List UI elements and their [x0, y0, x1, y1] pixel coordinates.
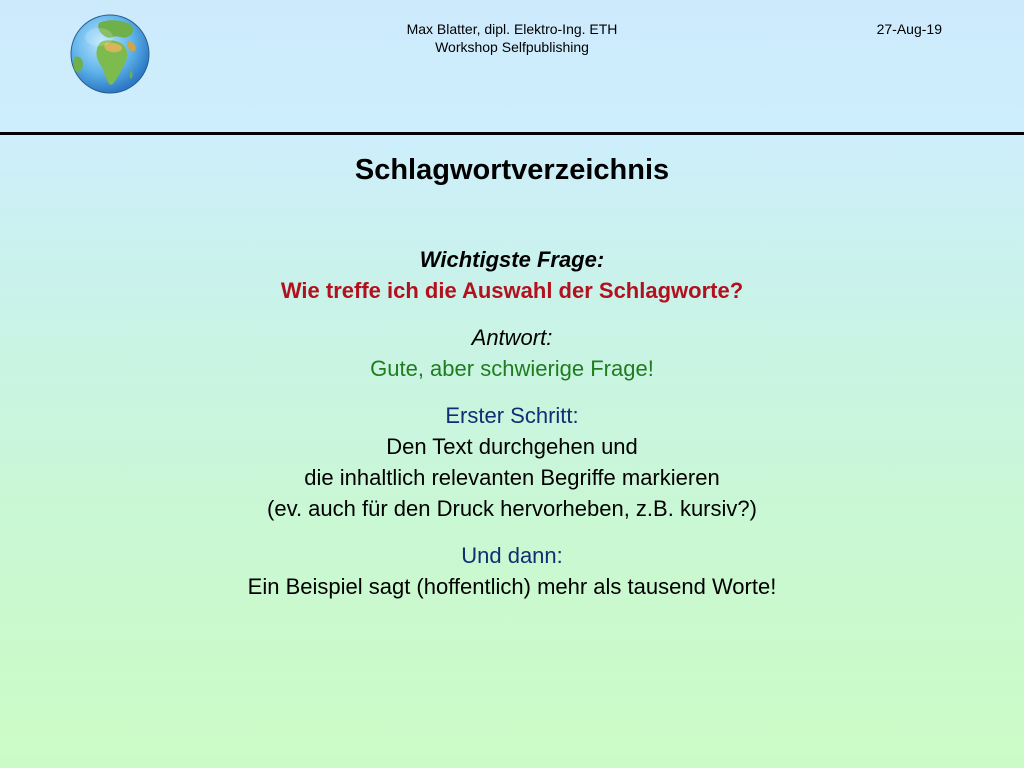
slide-header [0, 0, 1024, 133]
globe-icon [69, 13, 151, 95]
question-text: Wie treffe ich die Auswahl der Schlagworte? [280, 278, 744, 303]
step-line: Den Text durchgehen und [386, 434, 638, 459]
header-divider [0, 132, 1024, 135]
answer-heading: Antwort: [471, 325, 553, 350]
step-line: die inhaltlich relevanten Begriffe markieren [304, 465, 720, 490]
author-name: Max Blatter, dipl. Elektro-Ing. ETH [406, 21, 618, 37]
step-line: (ev. auch für den Druck hervorheben, z.B. kursiv?) [267, 496, 757, 521]
slide-title: Schlagwortverzeichnis [354, 154, 670, 186]
slide-date: 27-Aug-19 [876, 21, 942, 37]
question-heading: Wichtigste Frage: [419, 247, 605, 272]
author-block [312, 20, 712, 56]
event-name: Workshop Selfpublishing [435, 39, 589, 55]
next-heading: Und dann: [461, 543, 563, 568]
next-text: Ein Beispiel sagt (hoffentlich) mehr als tausend Worte! [247, 574, 777, 599]
slide-content [0, 244, 1024, 602]
answer-text: Gute, aber schwierige Frage! [370, 356, 654, 381]
step-heading: Erster Schritt: [445, 403, 579, 428]
